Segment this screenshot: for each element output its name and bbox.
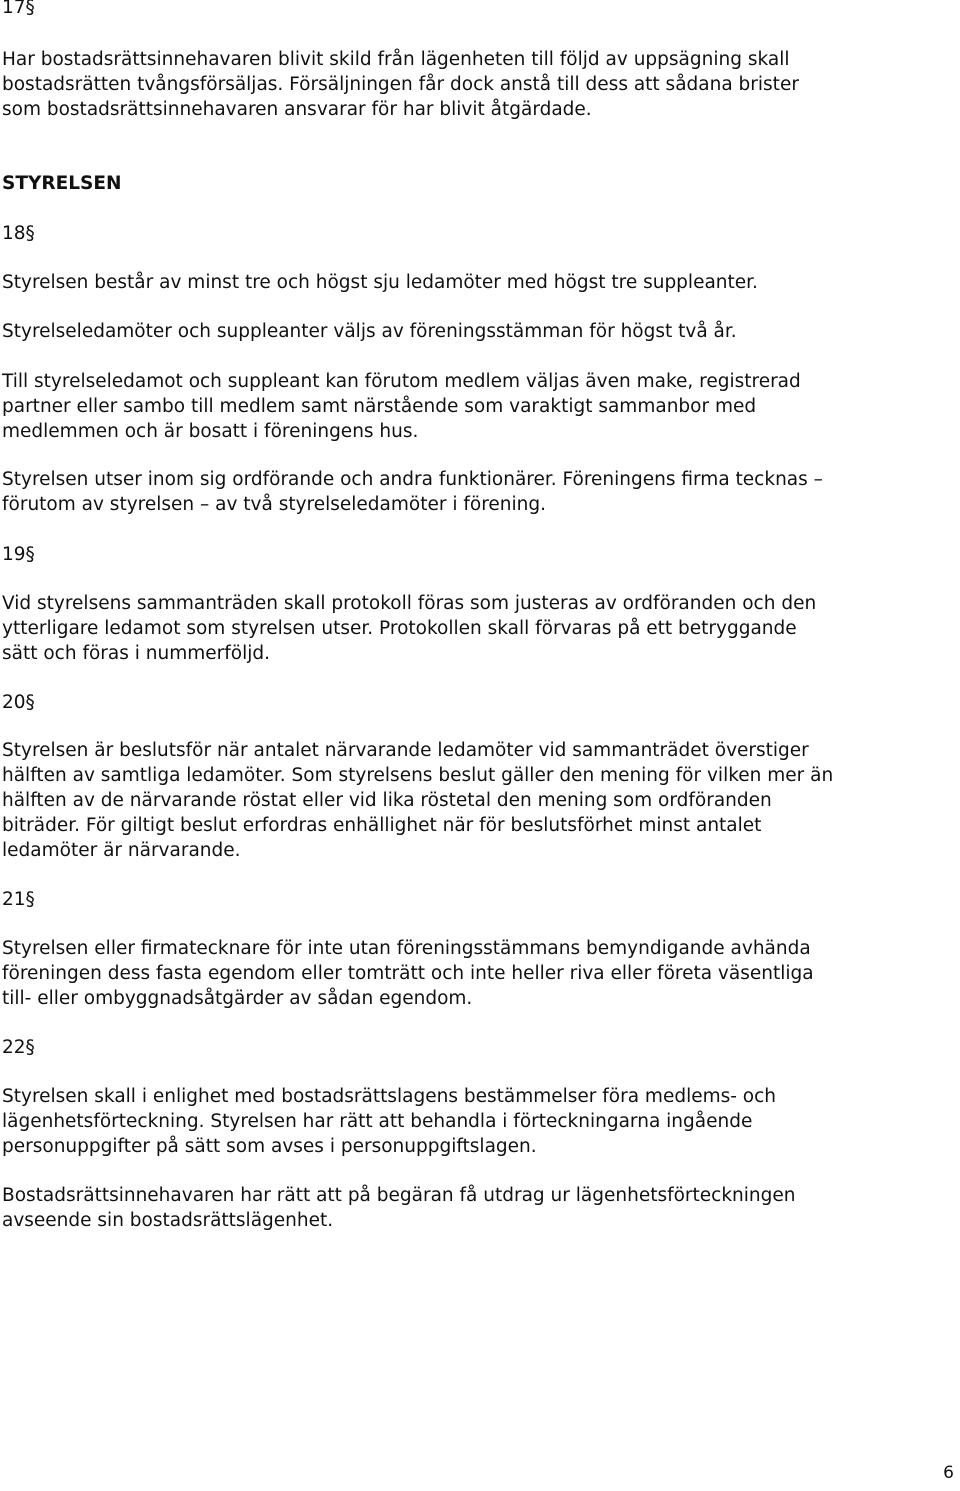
- section-21-paragraph: Styrelsen eller firmatecknare för inte utan föreningsstämmans bemyndigande avhända föreningen dess fasta egendom eller tomträtt och inte heller riva eller företa väsentliga till- eller ombyggnadsåtgärder av sådan egendom.: [2, 938, 814, 1009]
- section-22-paragraph-2: Bostadsrättsinnehavaren har rätt att på begäran få utdrag ur lägenhetsförteckningen avseende sin bostadsrättslägenhet.: [2, 1185, 796, 1231]
- section-21-number: 21§: [2, 889, 35, 910]
- section-17-paragraph: Har bostadsrättsinnehavaren blivit skild från lägenheten till följd av uppsägning skall bostadsrätten tvångsförsäljas. Försäljningen får dock anstå till dess att sådana brister som bostadsrättsinnehavaren ansvarar för har blivit åtgärdade.: [2, 49, 799, 120]
- section-17-number: 17§: [2, 0, 35, 18]
- section-19-paragraph: Vid styrelsens sammanträden skall protokoll föras som justeras av ordföranden och den ytterligare ledamot som styrelsen utser. Protokollen skall förvaras på ett betryggande sätt och föras i nummerföljd.: [2, 593, 817, 664]
- section-22-paragraph-1: Styrelsen skall i enlighet med bostadsrättslagens bestämmelser föra medlems- och lägenhetsförteckning. Styrelsen har rätt att behandla i förteckningarna ingående personuppgifter på sätt som avses i personuppgiftslagen.: [2, 1086, 777, 1157]
- section-22-number: 22§: [2, 1037, 35, 1058]
- page-number: 6: [943, 1463, 954, 1483]
- styrelsen-heading: STYRELSEN: [2, 173, 122, 194]
- section-18-paragraph-1: Styrelsen består av minst tre och högst sju ledamöter med högst tre suppleanter.: [2, 272, 758, 293]
- section-18-number: 18§: [2, 223, 35, 244]
- section-20-number: 20§: [2, 692, 35, 713]
- section-20-paragraph: Styrelsen är beslutsför när antalet närvarande ledamöter vid sammanträdet överstiger hälften av samtliga ledamöter. Som styrelsens beslut gäller den mening för vilken mer än hälften av de närvarande röstat eller vid lika röstetal den mening som ordföranden biträder. För giltigt beslut erfordras enhällighet när för beslutsförhet minst antalet ledamöter är närvarande.: [2, 740, 834, 861]
- section-18-paragraph-3: Till styrelseledamot och suppleant kan förutom medlem väljas även make, registrerad partner eller sambo till medlem samt närstående som varaktigt sammanbor med medlemmen och är bosatt i föreningens hus.: [2, 371, 801, 442]
- section-19-number: 19§: [2, 544, 35, 565]
- section-18-paragraph-2: Styrelseledamöter och suppleanter väljs av föreningsstämman för högst två år.: [2, 321, 737, 342]
- section-18-paragraph-4: Styrelsen utser inom sig ordförande och andra funktionärer. Föreningens firma tecknas – förutom av styrelsen – av två styrelseledamöter i förening.: [2, 469, 823, 515]
